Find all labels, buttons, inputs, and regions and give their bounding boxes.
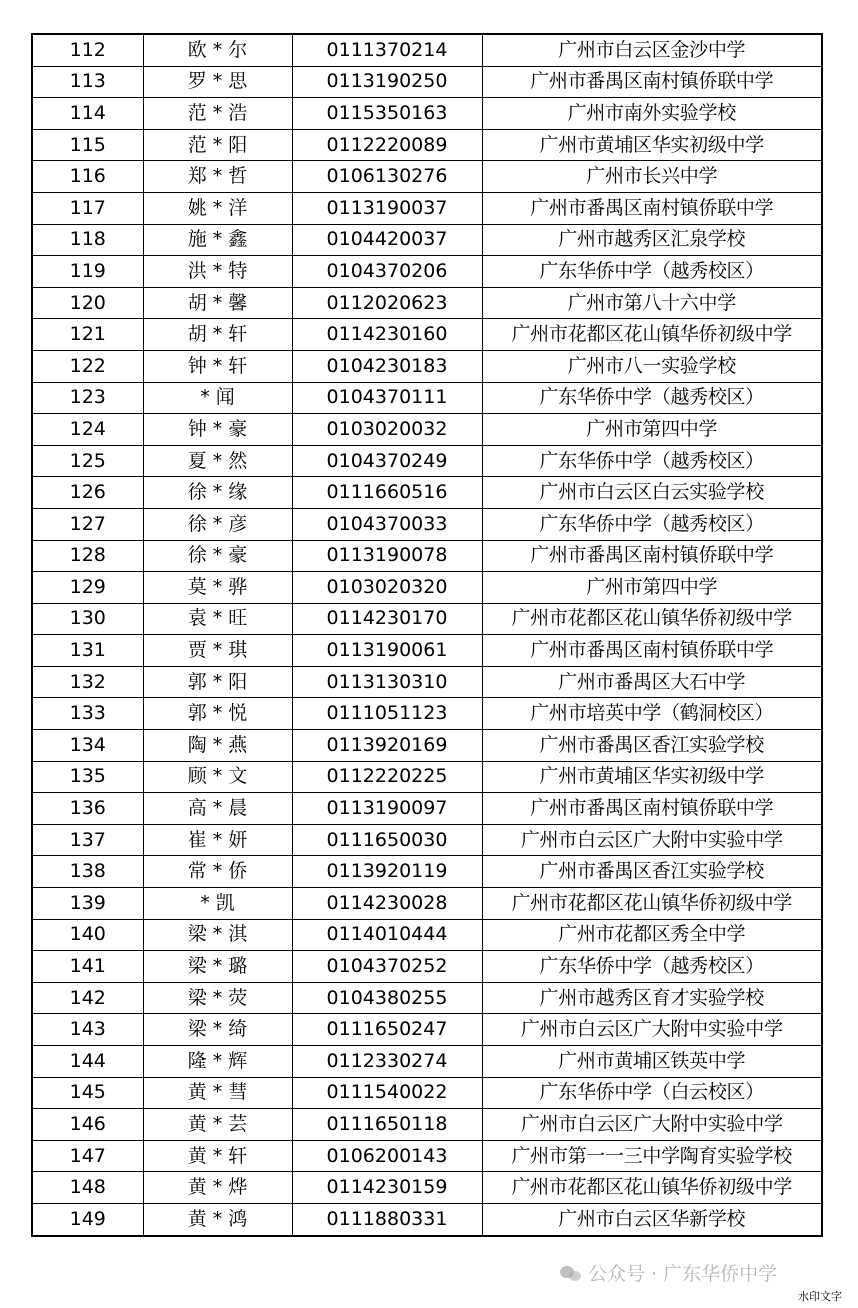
student-name-cell: 胡 * 馨	[143, 287, 292, 319]
student-name-cell: 郭 * 阳	[143, 666, 292, 698]
table-row	[32, 635, 822, 667]
school-name-cell: 广州市越秀区育才实验学校	[482, 982, 822, 1014]
row-number-cell: 130	[32, 603, 143, 635]
exam-id-cell: 0114010444	[292, 919, 482, 951]
school-name-cell: 广州市八一实验学校	[482, 350, 822, 382]
school-name-cell: 广州市白云区广大附中实验中学	[482, 1109, 822, 1141]
table-row	[32, 1203, 822, 1235]
exam-id-cell: 0111650030	[292, 824, 482, 856]
school-name-cell: 广州市番禺区香江实验学校	[482, 730, 822, 762]
student-name-cell: 钟 * 轩	[143, 350, 292, 382]
table-row	[32, 603, 822, 635]
exam-id-cell: 0103020032	[292, 414, 482, 446]
row-number-cell: 146	[32, 1109, 143, 1141]
exam-id-cell: 0112330274	[292, 1046, 482, 1078]
row-number-cell: 117	[32, 192, 143, 224]
school-name-cell: 广州市白云区金沙中学	[482, 34, 822, 66]
exam-id-cell: 0112220225	[292, 761, 482, 793]
row-number-cell: 137	[32, 824, 143, 856]
row-number-cell: 121	[32, 319, 143, 351]
student-name-cell: 郑 * 哲	[143, 161, 292, 193]
exam-id-cell: 0113190037	[292, 192, 482, 224]
exam-id-cell: 0113190078	[292, 540, 482, 572]
row-number-cell: 128	[32, 540, 143, 572]
table-row	[32, 319, 822, 351]
school-name-cell: 广州市番禺区南村镇侨联中学	[482, 66, 822, 98]
exam-id-cell: 0114230160	[292, 319, 482, 351]
exam-id-cell: 0111540022	[292, 1077, 482, 1109]
student-name-cell: 顾 * 文	[143, 761, 292, 793]
table-row	[32, 793, 822, 825]
school-name-cell: 广州市白云区白云实验学校	[482, 477, 822, 509]
exam-id-cell: 0104230183	[292, 350, 482, 382]
student-name-cell: 莫 * 骅	[143, 572, 292, 604]
table-row	[32, 192, 822, 224]
school-name-cell: 广州市白云区华新学校	[482, 1203, 822, 1235]
row-number-cell: 118	[32, 224, 143, 256]
school-name-cell: 广东华侨中学（白云校区）	[482, 1077, 822, 1109]
exam-id-cell: 0103020320	[292, 572, 482, 604]
exam-id-cell: 0104370033	[292, 508, 482, 540]
school-name-cell: 广东华侨中学（越秀校区）	[482, 951, 822, 983]
student-name-cell: 姚 * 洋	[143, 192, 292, 224]
school-name-cell: 广州市花都区花山镇华侨初级中学	[482, 888, 822, 920]
student-name-cell: 范 * 浩	[143, 98, 292, 130]
row-number-cell: 139	[32, 888, 143, 920]
exam-id-cell: 0104370252	[292, 951, 482, 983]
exam-id-cell: 0104420037	[292, 224, 482, 256]
row-number-cell: 145	[32, 1077, 143, 1109]
student-name-cell: 梁 * 绮	[143, 1014, 292, 1046]
table-row	[32, 414, 822, 446]
school-name-cell: 广州市越秀区汇泉学校	[482, 224, 822, 256]
student-name-cell: 黄 * 烨	[143, 1172, 292, 1204]
wechat-icon	[560, 1264, 582, 1282]
row-number-cell: 142	[32, 982, 143, 1014]
table-row	[32, 572, 822, 604]
student-name-cell: 徐 * 豪	[143, 540, 292, 572]
school-name-cell: 广州市黄埔区华实初级中学	[482, 129, 822, 161]
table-row	[32, 287, 822, 319]
row-number-cell: 115	[32, 129, 143, 161]
table-row	[32, 34, 822, 66]
student-name-cell: 梁 * 荧	[143, 982, 292, 1014]
table-row	[32, 730, 822, 762]
row-number-cell: 123	[32, 382, 143, 414]
row-number-cell: 144	[32, 1046, 143, 1078]
school-name-cell: 广州市番禺区南村镇侨联中学	[482, 793, 822, 825]
table-row	[32, 888, 822, 920]
row-number-cell: 113	[32, 66, 143, 98]
table-row	[32, 761, 822, 793]
school-name-cell: 广州市番禺区南村镇侨联中学	[482, 540, 822, 572]
exam-id-cell: 0113130310	[292, 666, 482, 698]
student-name-cell: 黄 * 芸	[143, 1109, 292, 1141]
row-number-cell: 120	[32, 287, 143, 319]
row-number-cell: 148	[32, 1172, 143, 1204]
exam-id-cell: 0104380255	[292, 982, 482, 1014]
row-number-cell: 140	[32, 919, 143, 951]
exam-id-cell: 0112220089	[292, 129, 482, 161]
table-row	[32, 256, 822, 288]
row-number-cell: 149	[32, 1203, 143, 1235]
school-name-cell: 广东华侨中学（越秀校区）	[482, 256, 822, 288]
exam-id-cell: 0106130276	[292, 161, 482, 193]
table-row	[32, 1172, 822, 1204]
table-row	[32, 951, 822, 983]
school-name-cell: 广州市第四中学	[482, 572, 822, 604]
row-number-cell: 141	[32, 951, 143, 983]
table-row	[32, 66, 822, 98]
student-name-cell: 夏 * 然	[143, 445, 292, 477]
student-name-cell: 徐 * 缘	[143, 477, 292, 509]
student-name-cell: 黄 * 鸿	[143, 1203, 292, 1235]
student-name-cell: * 凯	[143, 888, 292, 920]
school-name-cell: 广东华侨中学（越秀校区）	[482, 508, 822, 540]
school-name-cell: 广州市白云区广大附中实验中学	[482, 1014, 822, 1046]
exam-id-cell: 0115350163	[292, 98, 482, 130]
school-name-cell: 广州市花都区花山镇华侨初级中学	[482, 603, 822, 635]
school-name-cell: 广州市黄埔区华实初级中学	[482, 761, 822, 793]
exam-id-cell: 0111660516	[292, 477, 482, 509]
exam-id-cell: 0111370214	[292, 34, 482, 66]
row-number-cell: 127	[32, 508, 143, 540]
school-name-cell: 广州市花都区花山镇华侨初级中学	[482, 319, 822, 351]
exam-id-cell: 0111051123	[292, 698, 482, 730]
row-number-cell: 129	[32, 572, 143, 604]
exam-id-cell: 0112020623	[292, 287, 482, 319]
row-number-cell: 138	[32, 856, 143, 888]
school-name-cell: 广州市南外实验学校	[482, 98, 822, 130]
student-roster-table	[31, 33, 823, 1237]
school-name-cell: 广州市第一一三中学陶育实验学校	[482, 1140, 822, 1172]
table-row	[32, 1046, 822, 1078]
row-number-cell: 124	[32, 414, 143, 446]
row-number-cell: 133	[32, 698, 143, 730]
school-name-cell: 广州市花都区秀全中学	[482, 919, 822, 951]
exam-id-cell: 0114230028	[292, 888, 482, 920]
table-row	[32, 1014, 822, 1046]
row-number-cell: 122	[32, 350, 143, 382]
exam-id-cell: 0104370111	[292, 382, 482, 414]
school-name-cell: 广州市番禺区香江实验学校	[482, 856, 822, 888]
table-row	[32, 129, 822, 161]
table-row	[32, 98, 822, 130]
student-name-cell: 黄 * 彗	[143, 1077, 292, 1109]
exam-id-cell: 0104370249	[292, 445, 482, 477]
school-name-cell: 广州市长兴中学	[482, 161, 822, 193]
school-name-cell: 广州市第八十六中学	[482, 287, 822, 319]
table-row	[32, 382, 822, 414]
student-name-cell: 罗 * 思	[143, 66, 292, 98]
row-number-cell: 136	[32, 793, 143, 825]
table-row	[32, 445, 822, 477]
student-name-cell: 贾 * 琪	[143, 635, 292, 667]
exam-id-cell: 0113190061	[292, 635, 482, 667]
table-row	[32, 919, 822, 951]
exam-id-cell: 0114230159	[292, 1172, 482, 1204]
table-row	[32, 1140, 822, 1172]
student-name-cell: 洪 * 特	[143, 256, 292, 288]
school-name-cell: 广州市番禺区南村镇侨联中学	[482, 192, 822, 224]
student-name-cell: * 闻	[143, 382, 292, 414]
school-name-cell: 广东华侨中学（越秀校区）	[482, 382, 822, 414]
row-number-cell: 134	[32, 730, 143, 762]
row-number-cell: 131	[32, 635, 143, 667]
table-row	[32, 350, 822, 382]
watermark	[560, 1259, 777, 1286]
exam-id-cell: 0106200143	[292, 1140, 482, 1172]
row-number-cell: 132	[32, 666, 143, 698]
student-name-cell: 梁 * 淇	[143, 919, 292, 951]
row-number-cell: 135	[32, 761, 143, 793]
exam-id-cell: 0104370206	[292, 256, 482, 288]
school-name-cell: 广州市番禺区大石中学	[482, 666, 822, 698]
roster-body	[32, 34, 822, 1236]
student-name-cell: 隆 * 辉	[143, 1046, 292, 1078]
table-row	[32, 161, 822, 193]
exam-id-cell: 0111650247	[292, 1014, 482, 1046]
table-row	[32, 982, 822, 1014]
table-row	[32, 666, 822, 698]
student-name-cell: 胡 * 轩	[143, 319, 292, 351]
row-number-cell: 114	[32, 98, 143, 130]
table-row	[32, 1109, 822, 1141]
row-number-cell: 112	[32, 34, 143, 66]
school-name-cell: 广州市白云区广大附中实验中学	[482, 824, 822, 856]
exam-id-cell: 0113190097	[292, 793, 482, 825]
footer-text: 水印文字	[798, 1290, 842, 1303]
table-row	[32, 508, 822, 540]
watermark-label: 公众号 · 广东华侨中学	[588, 1263, 778, 1285]
student-name-cell: 施 * 鑫	[143, 224, 292, 256]
row-number-cell: 125	[32, 445, 143, 477]
exam-id-cell: 0114230170	[292, 603, 482, 635]
exam-id-cell: 0111650118	[292, 1109, 482, 1141]
student-name-cell: 范 * 阳	[143, 129, 292, 161]
table-row	[32, 856, 822, 888]
student-name-cell: 黄 * 轩	[143, 1140, 292, 1172]
table-row	[32, 477, 822, 509]
school-name-cell: 广东华侨中学（越秀校区）	[482, 445, 822, 477]
exam-id-cell: 0113190250	[292, 66, 482, 98]
table-row	[32, 224, 822, 256]
student-name-cell: 高 * 晨	[143, 793, 292, 825]
exam-id-cell: 0111880331	[292, 1203, 482, 1235]
exam-id-cell: 0113920169	[292, 730, 482, 762]
school-name-cell: 广州市黄埔区铁英中学	[482, 1046, 822, 1078]
student-name-cell: 崔 * 妍	[143, 824, 292, 856]
row-number-cell: 119	[32, 256, 143, 288]
row-number-cell: 143	[32, 1014, 143, 1046]
table-row	[32, 540, 822, 572]
student-name-cell: 郭 * 悦	[143, 698, 292, 730]
row-number-cell: 126	[32, 477, 143, 509]
student-name-cell: 陶 * 燕	[143, 730, 292, 762]
school-name-cell: 广州市培英中学（鹤洞校区）	[482, 698, 822, 730]
table-row	[32, 1077, 822, 1109]
student-name-cell: 常 * 侨	[143, 856, 292, 888]
student-name-cell: 徐 * 彦	[143, 508, 292, 540]
student-name-cell: 梁 * 璐	[143, 951, 292, 983]
row-number-cell: 116	[32, 161, 143, 193]
school-name-cell: 广州市花都区花山镇华侨初级中学	[482, 1172, 822, 1204]
exam-id-cell: 0113920119	[292, 856, 482, 888]
table-row	[32, 698, 822, 730]
student-name-cell: 钟 * 豪	[143, 414, 292, 446]
school-name-cell: 广州市第四中学	[482, 414, 822, 446]
row-number-cell: 147	[32, 1140, 143, 1172]
student-name-cell: 欧 * 尔	[143, 34, 292, 66]
table-row	[32, 824, 822, 856]
student-name-cell: 袁 * 旺	[143, 603, 292, 635]
school-name-cell: 广州市番禺区南村镇侨联中学	[482, 635, 822, 667]
